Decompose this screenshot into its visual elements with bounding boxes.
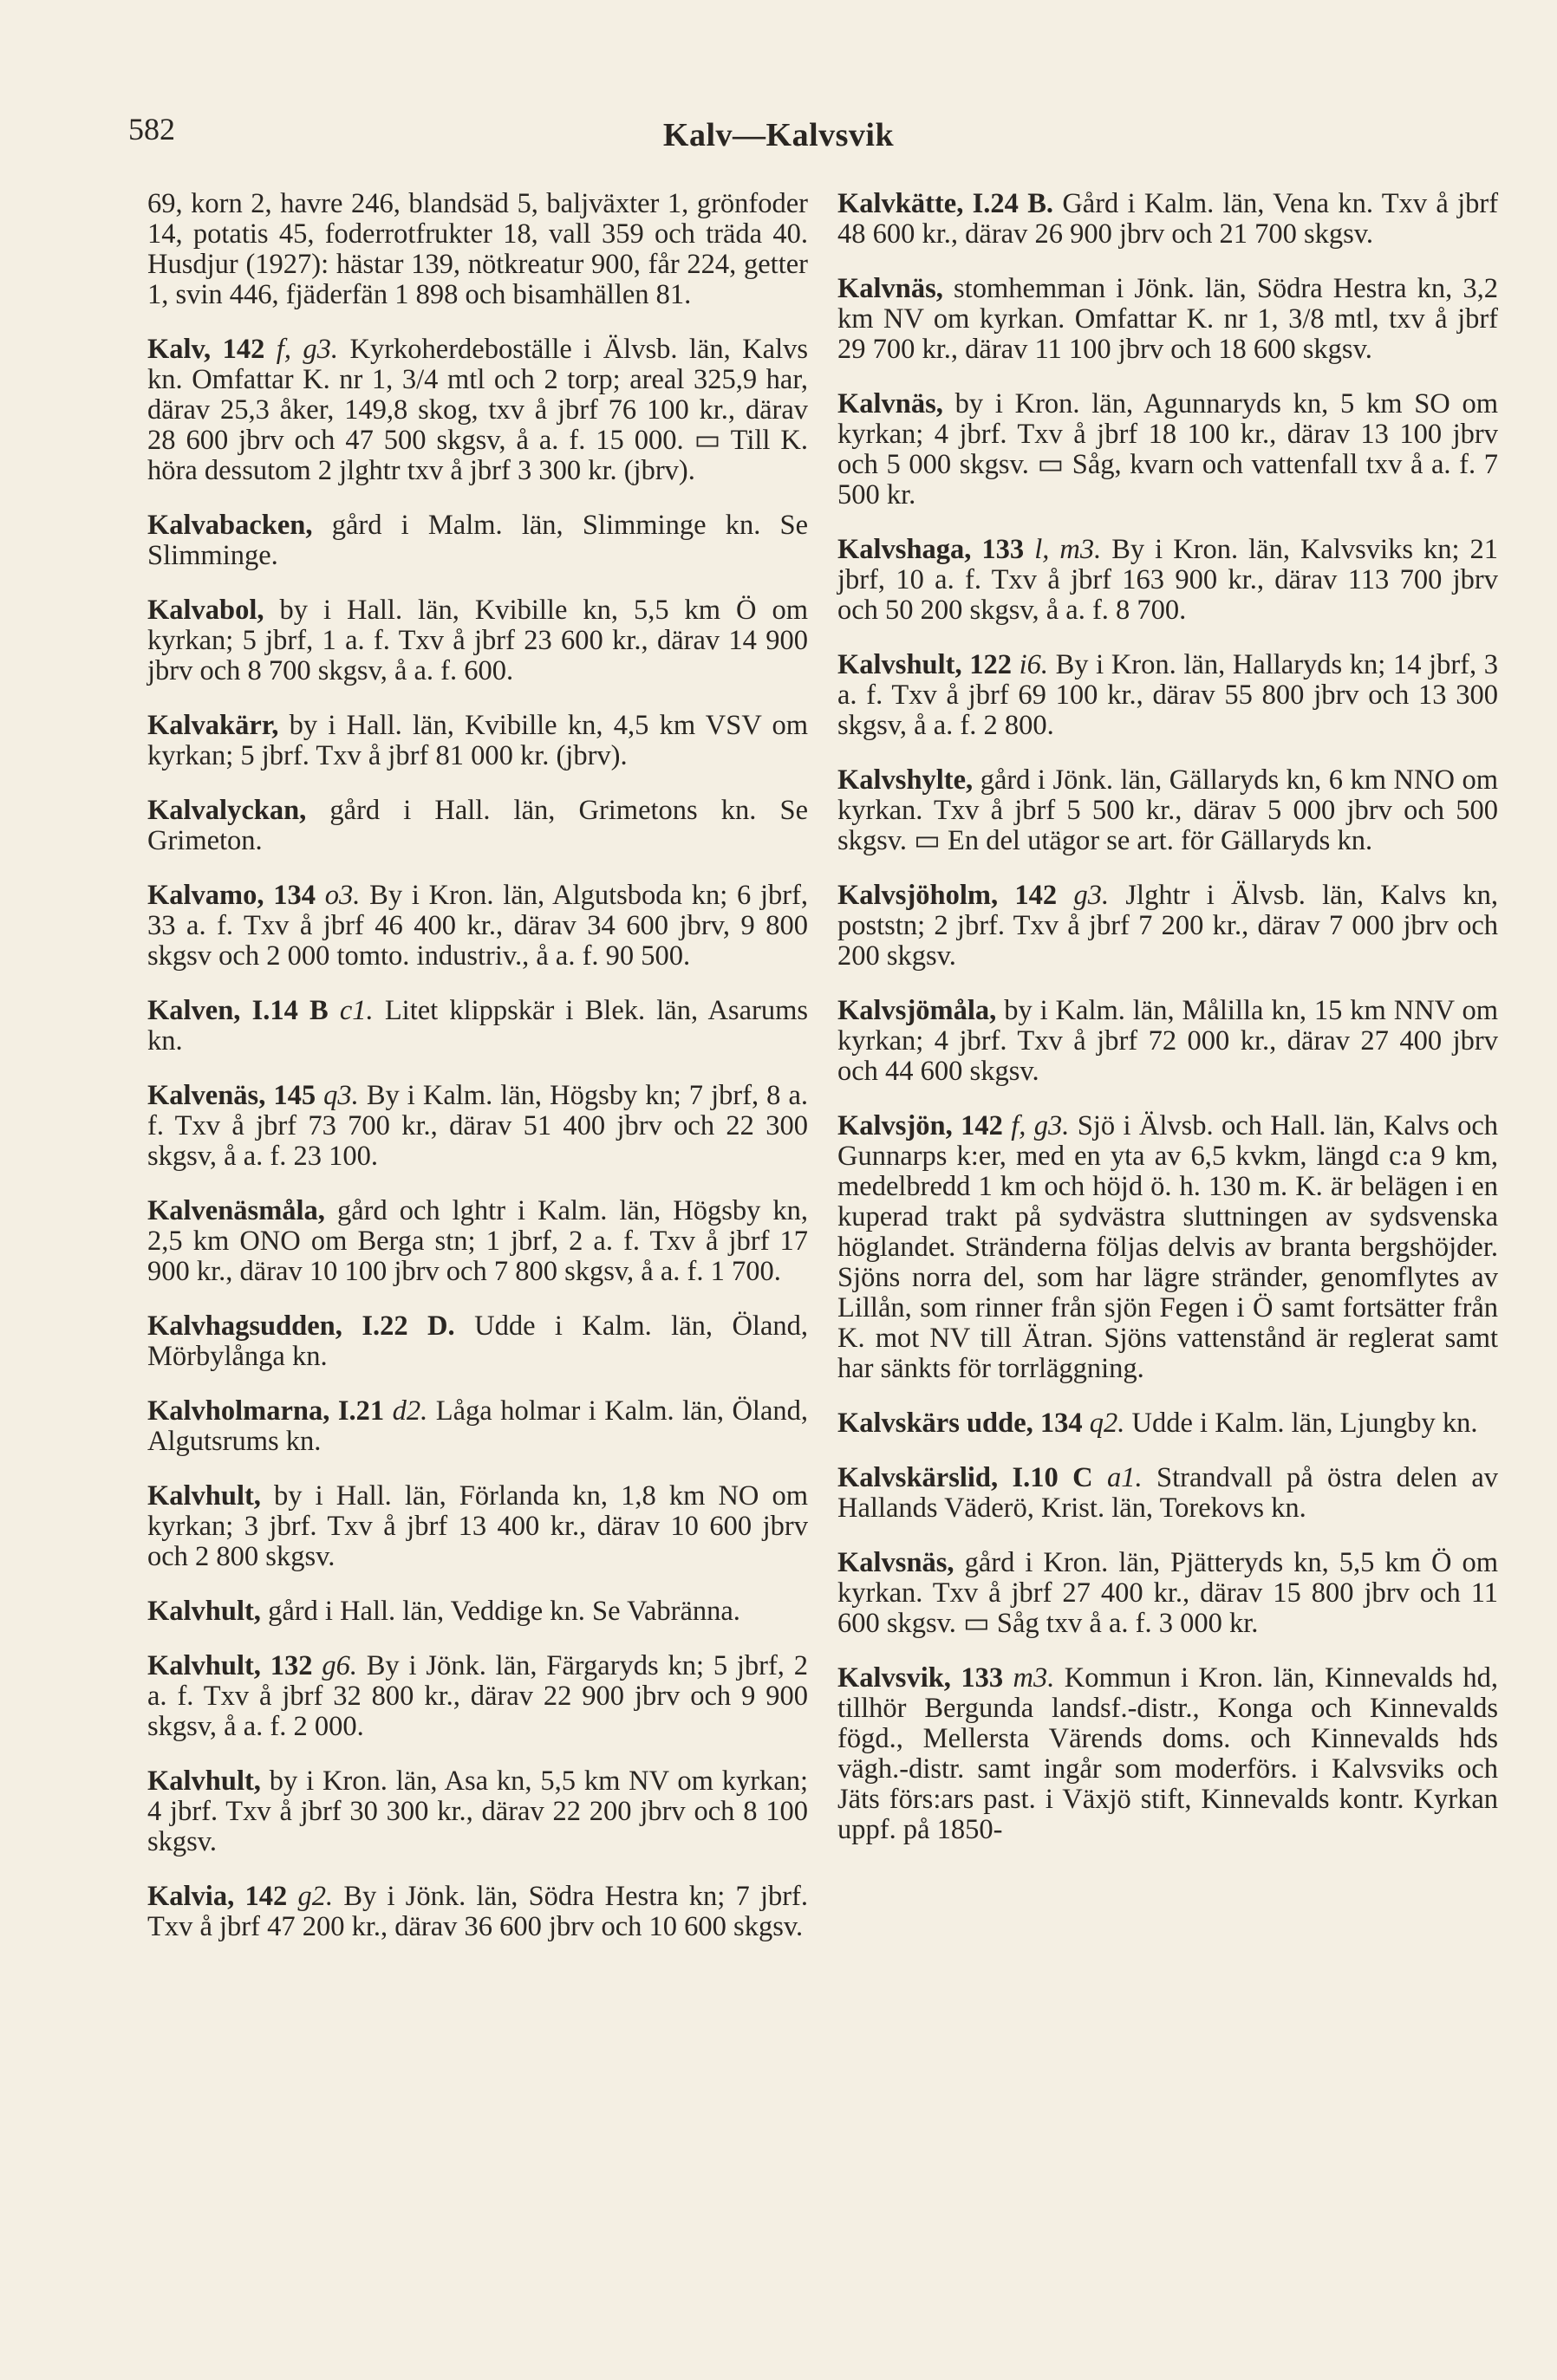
entry-map-reference: q2. <box>1089 1408 1125 1439</box>
entry-map-reference: i6. <box>1019 649 1048 680</box>
entry-headword: Kalvskärs udde, 134 <box>837 1408 1083 1439</box>
entry-text: By i Kron. län, Algutsboda kn; 6 jbrf, 33 a. f. Txv å jbrf 46 400 kr., därav 34 600 jbrv, 9 800 skgsv och 2 000 tomto. industriv., å a. f. 90 500. <box>147 880 809 972</box>
dictionary-entry <box>147 711 808 771</box>
entry-map-reference: c1. <box>339 995 374 1026</box>
dictionary-entry <box>837 274 1498 365</box>
entry-map-reference: g6. <box>322 1650 357 1681</box>
dictionary-entry <box>837 881 1498 972</box>
entry-map-reference: f, g3. <box>1011 1110 1070 1141</box>
entry-text: By i Kalm. län, Högsby kn; 7 jbrf, 8 a. f. Txv å jbrf 73 700 kr., därav 51 400 jbrv och 22 300 skgsv, å a. f. 23 100. <box>147 1080 809 1172</box>
dictionary-entry <box>147 510 808 571</box>
entry-text: by i Hall. län, Kvibille kn, 4,5 km VSV om kyrkan; 5 jbrf. Txv å jbrf 81 000 kr. (jbrv). <box>147 710 808 771</box>
dictionary-entry <box>837 650 1498 741</box>
entry-text: gård i Jönk. län, Gällaryds kn, 6 km NNO om kyrkan. Txv å jbrf 5 500 kr., därav 5 000 jbrv och 500 skgsv. ▭ En del utägor se art. för Gällaryds kn. <box>837 764 1498 856</box>
dictionary-entry <box>837 535 1498 626</box>
entry-headword: Kalvhult, 132 <box>147 1650 313 1681</box>
dictionary-entry <box>147 796 808 856</box>
entry-headword: Kalvnäs, <box>837 273 943 304</box>
entry-text: Strandvall på östra delen av Hallands Väderö, Krist. län, Torekovs kn. <box>837 1462 1499 1524</box>
dictionary-entry <box>147 1596 808 1627</box>
entry-map-reference: d2. <box>392 1395 428 1427</box>
entry-text: by i Kalm. län, Målilla kn, 15 km NNV om kyrkan; 4 jbrf. Txv å jbrf 72 000 kr., därav 27 400 jbrv och 44 600 skgsv. <box>837 995 1498 1087</box>
entry-headword: Kalvholmarna, I.21 <box>147 1395 385 1427</box>
entry-map-reference: q3. <box>323 1080 359 1111</box>
dictionary-entry <box>147 1196 808 1287</box>
entry-text: By i Jönk. län, Södra Hestra kn; 7 jbrf. Txv å jbrf 47 200 kr., därav 36 600 jbrv och 10 600 skgsv. <box>147 1881 809 1942</box>
entry-headword: Kalvshaga, 133 <box>837 534 1025 565</box>
entry-headword: Kalvsvik, 133 <box>837 1662 1004 1694</box>
entry-text: Kommun i Kron. län, Kinnevalds hd, tillhör Bergunda landsf.-distr., Konga och Kinnevalds fögd., Mellersta Värends doms. och Kinnevalds hds vägh.-distr. samt ingår som moderförs. i Kalvsviks och Jäts förs:ars past. i Växjö stift, Kinnevalds kontr. Kyrkan uppf. på 1850- <box>837 1662 1498 1845</box>
entry-headword: Kalvenäs, 145 <box>147 1080 316 1111</box>
entry-headword: Kalvalyckan, <box>147 795 307 826</box>
dictionary-entry <box>837 765 1498 856</box>
entry-headword: Kalven, I.14 B <box>147 995 329 1026</box>
entry-headword: Kalvsjön, 142 <box>837 1110 1003 1141</box>
dictionary-entry <box>837 996 1498 1087</box>
entry-text: by i Hall. län, Förlanda kn, 1,8 km NO om kyrkan; 3 jbrf. Txv å jbrf 13 400 kr., därav 10 600 jbrv och 2 800 skgsv. <box>147 1480 809 1572</box>
entry-text: gård och lghtr i Kalm. län, Högsby kn, 2,5 km ONO om Berga stn; 1 jbrf, 2 a. f. Txv å jbrf 17 900 kr., därav 10 100 jbrv och 7 800 skgsv, å a. f. 1 700. <box>147 1195 808 1287</box>
entry-map-reference: g3. <box>1073 880 1110 911</box>
running-title: Kalv—Kalvsvik <box>662 117 895 153</box>
dictionary-entry <box>147 189 808 310</box>
dictionary-entry <box>837 1111 1498 1384</box>
entry-headword: Kalvskärslid, I.10 C <box>837 1462 1093 1493</box>
dictionary-entry <box>147 1081 808 1172</box>
entry-map-reference: a1. <box>1107 1462 1143 1493</box>
entry-map-reference: m3. <box>1013 1662 1055 1694</box>
entry-text: by i Kron. län, Agunnaryds kn, 5 km SO om kyrkan; 4 jbrf. Txv å jbrf 18 100 kr., därav 13 100 jbrv och 5 000 skgsv. ▭ Såg, kvarn och vattenfall txv å a. f. 7 500 kr. <box>837 388 1498 510</box>
right-column <box>837 189 1498 1870</box>
entry-text: Sjö i Älvsb. och Hall. län, Kalvs och Gunnarps k:er, med en yta av 6,5 kvkm, längd c:a 9 km, medelbredd 1 km och höjd ö. h. 130 m. K. är belägen i en kuperad trakt på sydvästra sluttningen av sydsvenska höglandet. Stränderna följas delvis av branta bergshöjder. Sjöns norra del, som har lägre stränder, genomflytes av Lillån, som rinner från sjön Fegen i Ö samt fortsätter från K. mot NV till Ätran. Sjöns vattenstånd är reglerat samt har sänkts för torrläggning. <box>837 1110 1499 1384</box>
page-number: 582 <box>128 112 175 146</box>
entry-map-reference: g2. <box>297 1881 334 1912</box>
entry-map-reference: o3. <box>324 880 361 911</box>
entry-text: By i Jönk. län, Färgaryds kn; 5 jbrf, 2 a. f. Txv å jbrf 32 800 kr., därav 22 900 jbrv och 9 900 skgsv, å a. f. 2 000. <box>147 1650 808 1742</box>
dictionary-entry <box>147 595 808 686</box>
dictionary-entry <box>837 389 1498 510</box>
dictionary-entry <box>837 189 1498 250</box>
dictionary-entry <box>147 1766 808 1857</box>
entry-text: 69, korn 2, havre 246, blandsäd 5, baljväxter 1, grönfoder 14, potatis 45, foderrotfrukter 18, vall 359 och träda 40. Husdjur (1927): hästar 139, nötkreatur 900, får 224, getter 1, svin 446, fjäderfän 1 898 och bisamhällen 81. <box>147 188 808 310</box>
entry-text: by i Hall. län, Kvibille kn, 5,5 km Ö om kyrkan; 5 jbrf, 1 a. f. Txv å jbrf 23 600 kr., därav 14 900 jbrv och 8 700 skgsv, å a. f. 600. <box>147 595 809 686</box>
entry-headword: Kalvkätte, I.24 B. <box>837 188 1054 219</box>
entry-headword: Kalv, 142 <box>147 334 265 365</box>
entry-text: gård i Hall. län, Veddige kn. Se Vabränna. <box>268 1596 740 1627</box>
dictionary-entry <box>147 1481 808 1572</box>
entry-text: stomhemman i Jönk. län, Södra Hestra kn, 3,2 km NV om kyrkan. Omfattar K. nr 1, 3/8 mtl, txv å jbrf 29 700 kr., därav 11 100 jbrv och 18 600 skgsv. <box>837 273 1498 365</box>
dictionary-entry <box>837 1408 1498 1439</box>
entry-text: Udde i Kalm. län, Öland, Mörbylånga kn. <box>147 1310 809 1372</box>
dictionary-entry <box>147 1651 808 1742</box>
dictionary-entry <box>147 881 808 972</box>
entry-headword: Kalvabacken, <box>147 510 313 541</box>
entry-text: gård i Malm. län, Slimminge kn. Se Slimminge. <box>147 510 809 571</box>
entry-headword: Kalvenäsmåla, <box>147 1195 325 1226</box>
entry-text: Litet klippskär i Blek. län, Asarums kn. <box>147 995 809 1057</box>
entry-headword: Kalvhult, <box>147 1596 261 1627</box>
entry-headword: Kalvabol, <box>147 595 264 626</box>
entry-text: Kyrkoherdeboställe i Älvsb. län, Kalvs kn. Omfattar K. nr 1, 3/4 mtl och 2 torp; areal 325,9 har, därav 25,3 åker, 149,8 skog, txv å jbrf 76 100 kr., därav 28 600 jbrv och 47 500 skgsv, å a. f. 15 000. ▭ Till K. höra dessutom 2 jlghtr txv å jbrf 3 300 kr. (jbrv). <box>147 334 809 486</box>
entry-text: gård i Kron. län, Pjätteryds kn, 5,5 km Ö om kyrkan. Txv å jbrf 27 400 kr., därav 15 800 jbrv och 11 600 skgsv. ▭ Såg txv å a. f. 3 000 kr. <box>837 1547 1498 1639</box>
entry-map-reference: l, m3. <box>1034 534 1102 565</box>
entry-headword: Kalvhult, <box>147 1765 261 1797</box>
entry-headword: Kalvakärr, <box>147 710 279 741</box>
entry-headword: Kalvhagsudden, I.22 D. <box>147 1310 455 1342</box>
entry-text: Udde i Kalm. län, Ljungby kn. <box>1131 1408 1478 1439</box>
entry-text: gård i Hall. län, Grimetons kn. Se Grimeton. <box>147 795 808 856</box>
entry-headword: Kalvia, 142 <box>147 1881 288 1912</box>
dictionary-entry <box>147 1396 808 1457</box>
entry-headword: Kalvshylte, <box>837 764 974 796</box>
dictionary-entry <box>147 1882 808 1942</box>
entry-headword: Kalvamo, 134 <box>147 880 316 911</box>
left-column <box>147 189 808 1967</box>
dictionary-entry <box>837 1663 1498 1845</box>
entry-headword: Kalvnäs, <box>837 388 943 419</box>
entry-text: By i Kron. län, Hallaryds kn; 14 jbrf, 3 a. f. Txv å jbrf 69 100 kr., därav 55 800 jbrv och 13 300 skgsv, å a. f. 2 800. <box>837 649 1498 741</box>
entry-headword: Kalvhult, <box>147 1480 261 1512</box>
entry-text: Låga holmar i Kalm. län, Öland, Algutsrums kn. <box>147 1395 809 1457</box>
entry-headword: Kalvsjömåla, <box>837 995 997 1026</box>
dictionary-entry <box>147 1311 808 1372</box>
entry-text: By i Kron. län, Kalvsviks kn; 21 jbrf, 10 a. f. Txv å jbrf 163 900 kr., därav 113 700 jbrv och 50 200 skgsv, å a. f. 8 700. <box>837 534 1499 626</box>
dictionary-entry <box>837 1463 1498 1524</box>
entry-headword: Kalvsnäs, <box>837 1547 954 1578</box>
entry-text: Gård i Kalm. län, Vena kn. Txv å jbrf 48 600 kr., därav 26 900 jbrv och 21 700 skgsv. <box>837 188 1499 250</box>
entry-map-reference: f, g3. <box>276 334 339 365</box>
entry-text: by i Kron. län, Asa kn, 5,5 km NV om kyrkan; 4 jbrf. Txv å jbrf 30 300 kr., därav 22 200 jbrv och 8 100 skgsv. <box>147 1765 809 1857</box>
dictionary-entry <box>837 1548 1498 1639</box>
dictionary-entry <box>147 335 808 486</box>
entry-headword: Kalvshult, 122 <box>837 649 1012 680</box>
entry-text: Jlghtr i Älvsb. län, Kalvs kn, poststn; 2 jbrf. Txv å jbrf 7 200 kr., därav 7 000 jbrv och 200 skgsv. <box>837 880 1499 972</box>
dictionary-entry <box>147 996 808 1057</box>
entry-headword: Kalvsjöholm, 142 <box>837 880 1058 911</box>
